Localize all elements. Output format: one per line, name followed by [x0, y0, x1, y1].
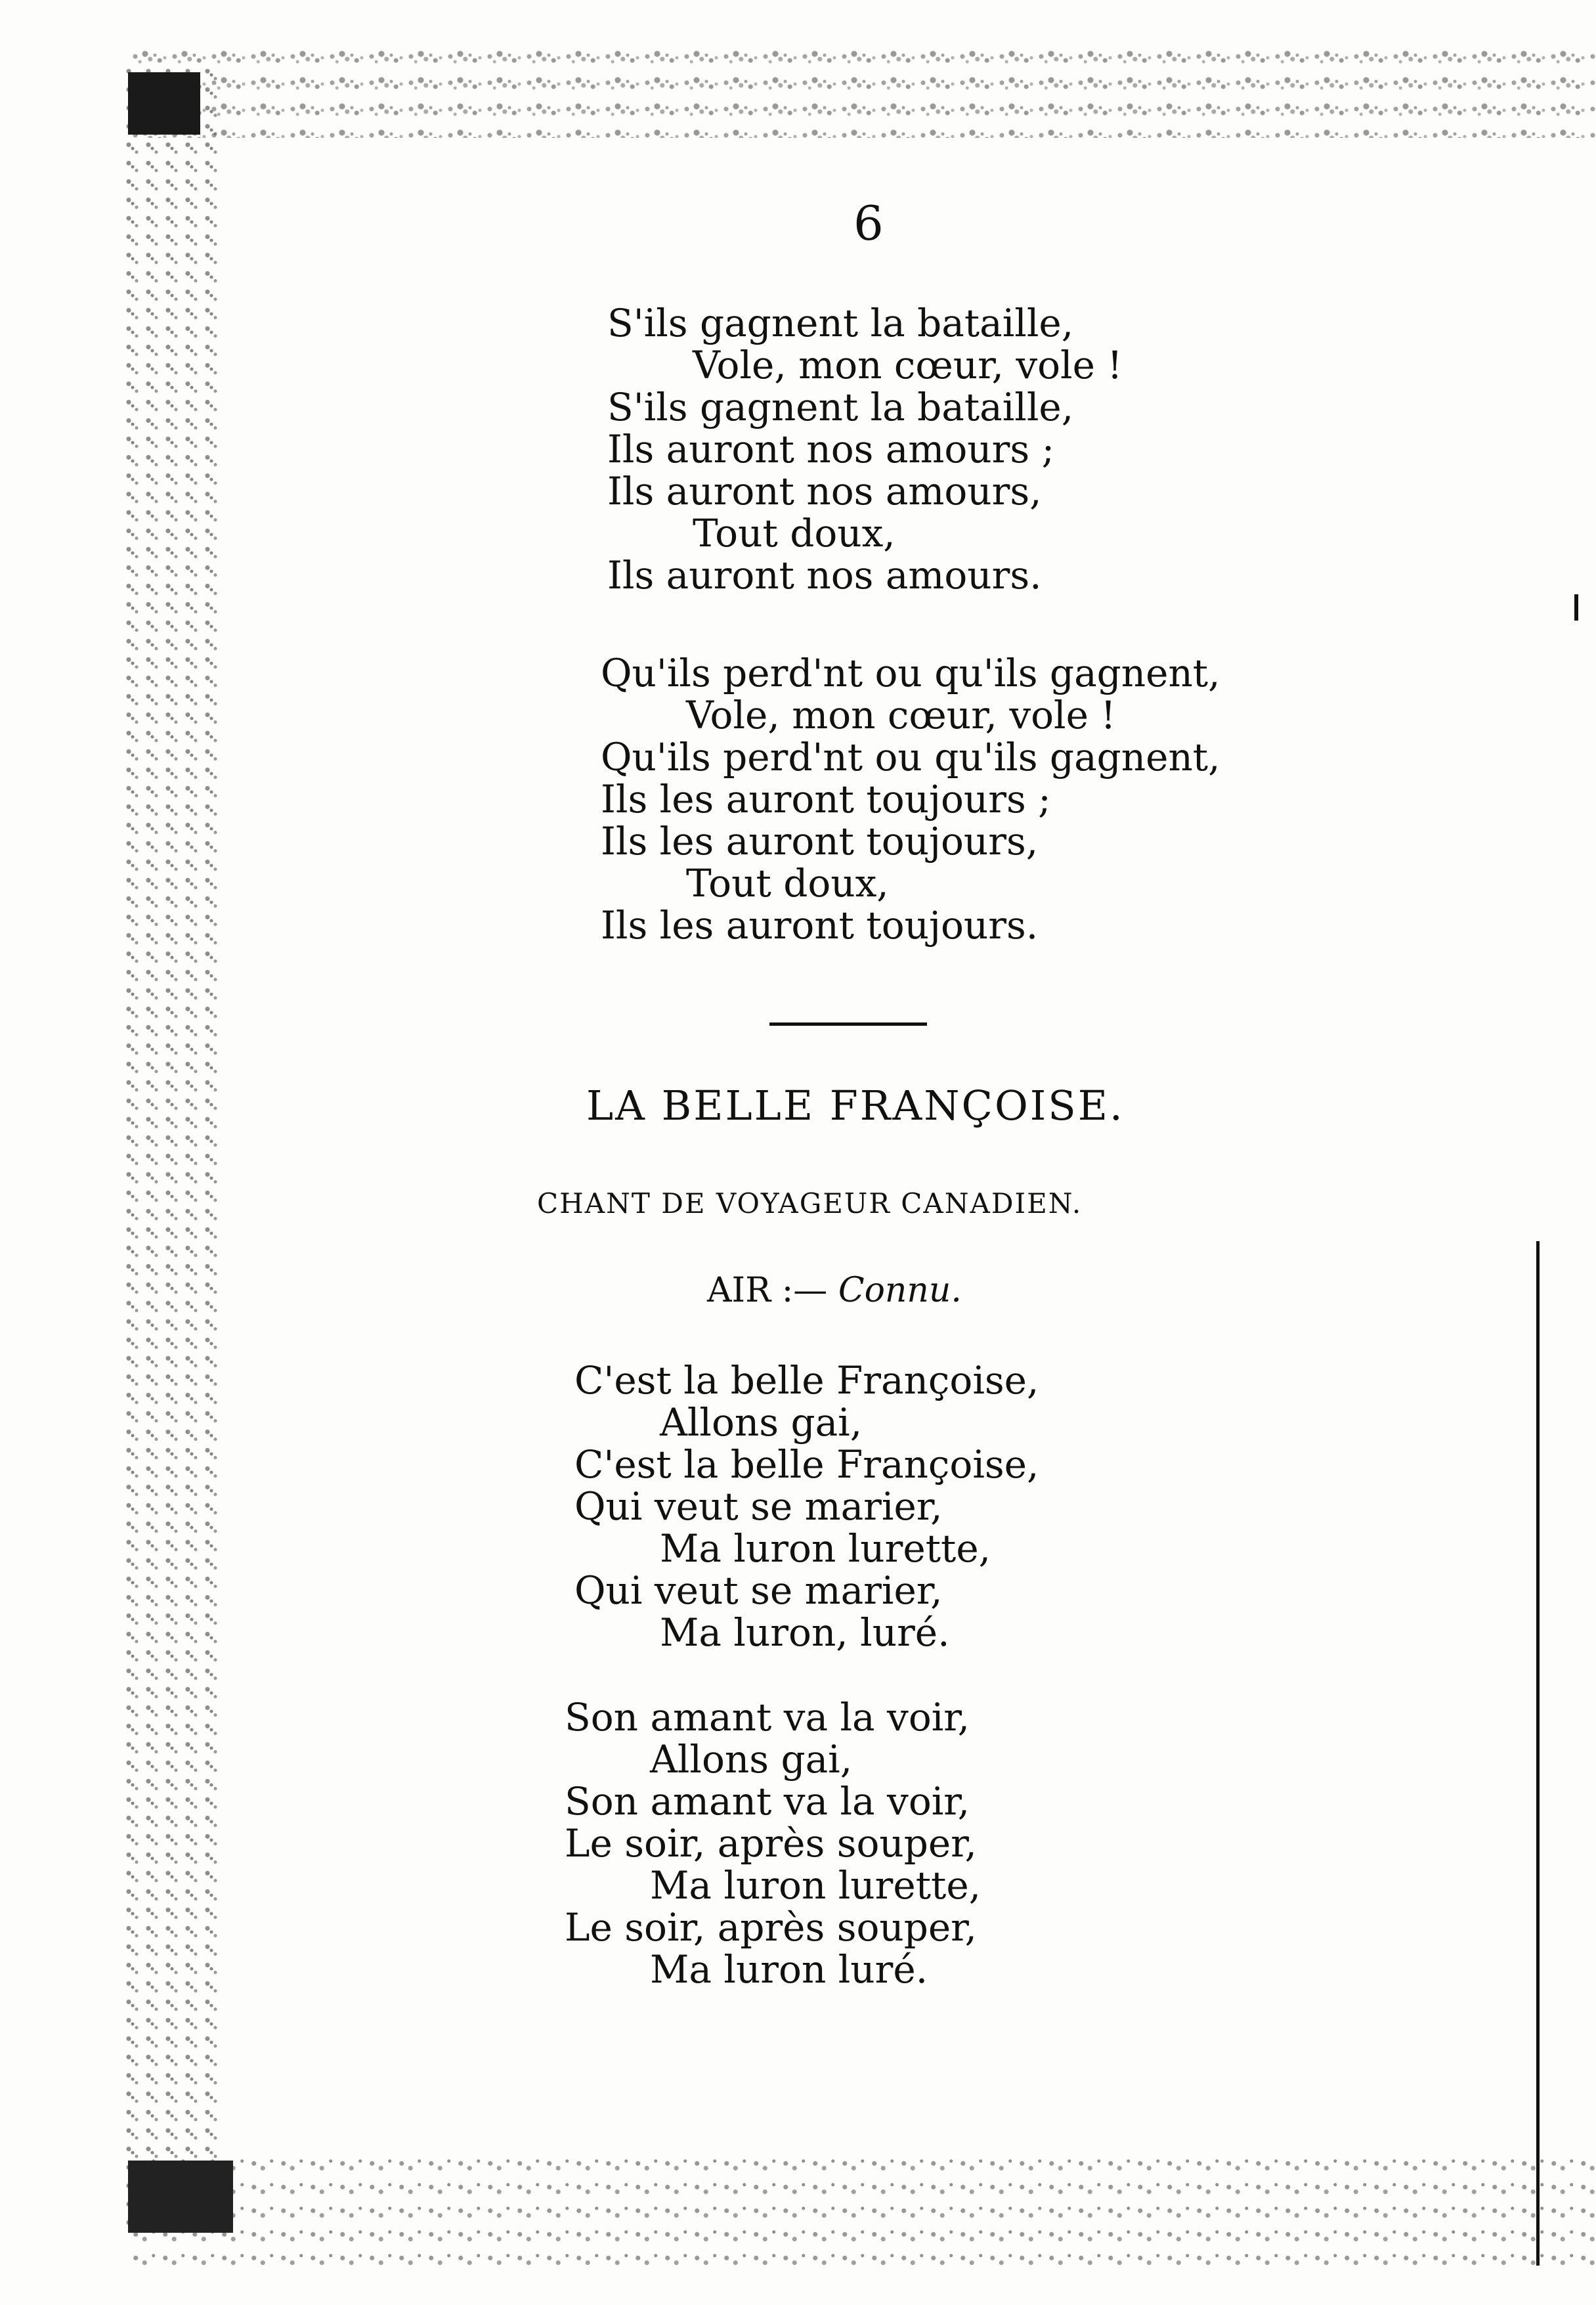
verse-line: Ma luron lurette, [650, 1863, 981, 1908]
song-subtitle: CHANT DE VOYAGEUR CANADIEN. [537, 1187, 1083, 1219]
verse-line: C'est la belle Françoise, [574, 1442, 1039, 1487]
stanza-1 [607, 302, 1123, 596]
section-divider [769, 1022, 927, 1026]
verse-line: Vole, mon cœur, vole ! [686, 693, 1116, 737]
verse-line: Ils les auront toujours, [601, 819, 1039, 864]
scan-noise-bottom [131, 2154, 1595, 2272]
air-line [707, 1271, 962, 1310]
stanza-4 [565, 1696, 981, 1990]
air-label: AIR :— [707, 1271, 828, 1310]
air-tune: Connu. [838, 1271, 962, 1310]
scan-mark-bottom-left [128, 2161, 233, 2233]
binding-edge-tick [1574, 594, 1578, 621]
verse-line: Vole, mon cœur, vole ! [693, 343, 1123, 387]
scan-mark-top-left [128, 72, 200, 135]
verse-line: Qui veut se marier, [574, 1568, 943, 1613]
stanza-3 [574, 1359, 1039, 1654]
scan-noise-left [125, 66, 223, 2233]
verse-line: Tout doux, [686, 861, 889, 906]
verse-line: Qu'ils perd'nt ou qu'ils gagnent, [601, 735, 1220, 779]
verse-line: Ma luron lurette, [660, 1526, 991, 1571]
binding-edge-line [1536, 1241, 1540, 2266]
verse-line: Ils auront nos amours. [607, 553, 1042, 598]
verse-line: Le soir, après souper, [565, 1905, 977, 1950]
verse-line: Ils les auront toujours ; [601, 777, 1051, 822]
verse-line: Le soir, après souper, [565, 1821, 977, 1866]
stanza-2 [601, 652, 1220, 946]
verse-line: Allons gai, [650, 1737, 853, 1782]
verse-line: C'est la belle Françoise, [574, 1358, 1039, 1403]
verse-line: Qui veut se marier, [574, 1484, 943, 1529]
verse-line: Ma luron, luré. [660, 1610, 950, 1655]
song-title: LA BELLE FRANÇOISE. [586, 1082, 1125, 1130]
verse-line: Allons gai, [660, 1400, 863, 1445]
verse-line: Tout doux, [693, 511, 895, 556]
verse-line: Ils auront nos amours ; [607, 427, 1055, 472]
verse-line: Qu'ils perd'nt ou qu'ils gagnent, [601, 651, 1220, 695]
verse-line: S'ils gagnent la bataille, [607, 301, 1074, 345]
verse-line: Son amant va la voir, [565, 1695, 970, 1740]
verse-line: S'ils gagnent la bataille, [607, 385, 1074, 429]
verse-line: Son amant va la voir, [565, 1779, 970, 1824]
verse-line: Ils les auront toujours. [601, 903, 1039, 948]
verse-line: Ma luron luré. [650, 1947, 928, 1992]
verse-line: Ils auront nos amours, [607, 469, 1042, 514]
page-number: 6 [853, 196, 884, 251]
scan-noise-top [131, 46, 1595, 138]
